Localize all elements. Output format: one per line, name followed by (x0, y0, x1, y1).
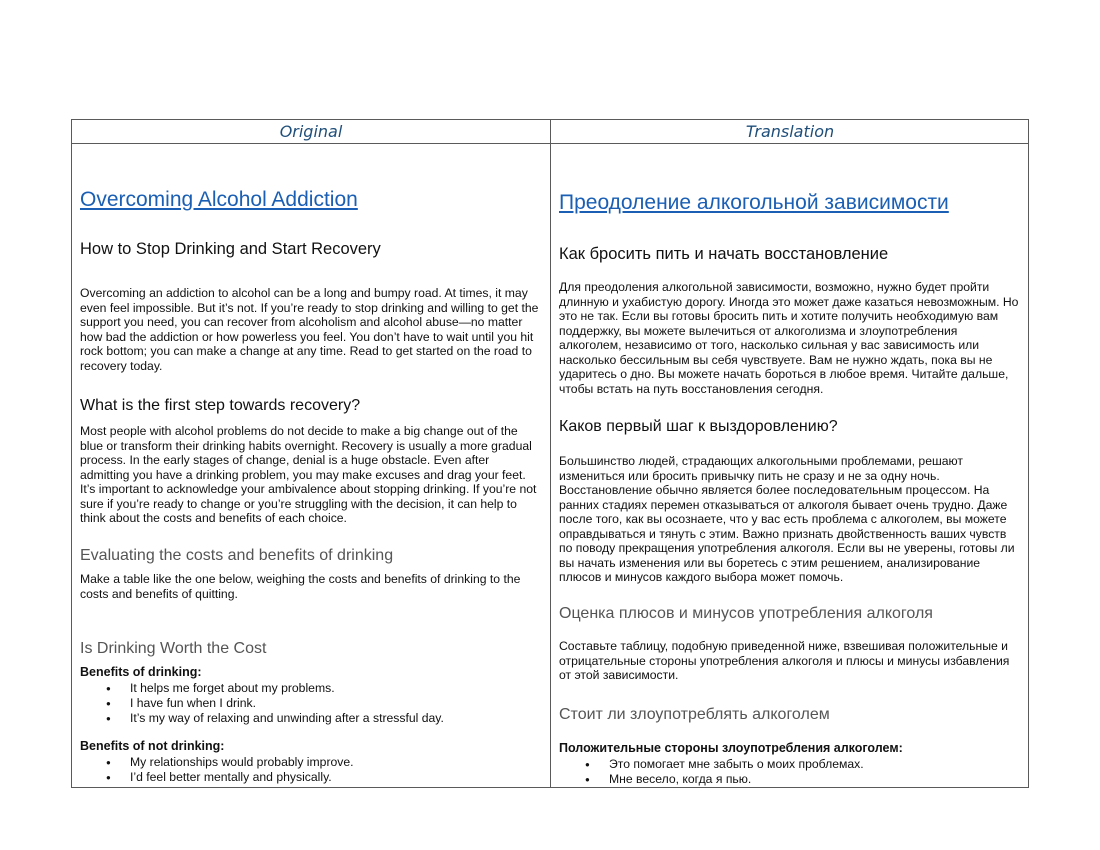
translation-evaluating-heading: Оценка плюсов и минусов употребления алкоголя (559, 605, 933, 622)
original-first-step-text: Most people with alcohol problems do not decide to make a big change out of the blue or transform their drinking habits overnight. Recovery is usually a more gradual process. In the early stages of change, denial is a huge obstacle. Even after admitting you have a drinking problem, you may make excuses and drag your feet. It’s important to acknowledge your ambivalence about stopping drinking. If you’re not sure if you’re ready to change or you’re struggling with the decision, it can help to think about the costs and benefits of each choice. (80, 424, 537, 525)
original-subtitle: How to Stop Drinking and Start Recovery (80, 240, 381, 258)
translation-first-step-heading: Каков первый шаг к выздоровлению? (559, 418, 838, 435)
translation-benefits-drinking-list (559, 757, 864, 787)
list-item: ● It’s my way of relaxing and unwinding after a stressful day. (80, 711, 444, 726)
list-item: ● It helps me forget about my problems. (80, 681, 444, 696)
translation-intro: Для преодоления алкогольной зависимости, возможно, нужно будет пройти длинную и ухабистую дорогу. Иногда это может даже казаться невозможным. Но это не так. Если вы готовы бросить пить и хотите получить необходимую вам поддержку, вы можете вылечиться от алкоголизма и злоупотребления алкоголем, независимо от того, насколько сильная у вас зависимость или насколько бессильным вы себя чувствуете. Вам не нужно ждать, пока вы не ударитесь о дно. Вы можете начать бороться в любое время. Читайте дальше, чтобы встать на путь восстановления сегодня. (559, 280, 1019, 396)
original-cell (72, 144, 550, 788)
translation-worth-heading: Стоит ли злоупотреблять алкоголем (559, 706, 830, 723)
translation-title-link[interactable]: Преодоление алкогольной зависимости (559, 191, 949, 214)
original-benefits-not-drinking-list (80, 755, 354, 785)
original-benefits-drinking-list (80, 681, 444, 726)
list-item: ● I have fun when I drink. (80, 696, 444, 711)
translation-evaluating-text: Составьте таблицу, подобную приведенной ниже, взвешивая положительные и отрицательные стороны употребления алкоголя и плюсы и минусы избавления от этой зависимости. (559, 639, 1010, 682)
original-worth-heading: Is Drinking Worth the Cost (80, 640, 267, 657)
original-evaluating-text: Make a table like the one below, weighing the costs and benefits of drinking to the costs and benefits of quitting. (80, 572, 521, 601)
original-title-link[interactable]: Overcoming Alcohol Addiction (80, 188, 358, 211)
header-translation: Translation (745, 122, 835, 141)
list-item: ● Мне весело, когда я пью. (559, 772, 864, 787)
header-original: Original (279, 122, 343, 141)
translation-first-step-text: Большинство людей, страдающих алкогольными проблемами, решают измениться или бросить привычку пить не сразу и не за одну ночь. Восстановление обычно является более последовательным процессом. На ранних стадиях перемен отказываться от алкоголя бывает очень трудно. Даже после того, как вы осознаете, что у вас есть проблема с алкоголем, вы можете оправдываться и тянуть с этим. Важно признать двойственность ваших чувств по поводу прекращения употребления алкоголя. Если вы не уверены, готовы ли вы начать изменения или вы боретесь с этим решением, анализирование плюсов и минусов каждого выбора может помочь. (559, 454, 1015, 584)
original-benefits-not-drinking-label: Benefits of not drinking: (80, 739, 225, 753)
translation-benefits-drinking-label: Положительные стороны злоупотребления алкоголем: (559, 741, 903, 755)
original-benefits-drinking-label: Benefits of drinking: (80, 665, 202, 679)
list-item: ● Это помогает мне забыть о моих проблемах. (559, 757, 864, 772)
bilingual-table (71, 119, 1029, 788)
translation-cell (551, 144, 1029, 788)
list-item: ● I’d feel better mentally and physically. (80, 770, 354, 785)
list-item: ● My relationships would probably improve. (80, 755, 354, 770)
original-first-step-heading: What is the first step towards recovery? (80, 397, 361, 414)
translation-subtitle: Как бросить пить и начать восстановление (559, 245, 889, 263)
original-evaluating-heading: Evaluating the costs and benefits of drinking (80, 547, 394, 564)
original-intro: Overcoming an addiction to alcohol can be a long and bumpy road. At times, it may even feel impossible. But it’s not. If you’re ready to stop drinking and willing to get the support you need, you can recover from alcoholism and alcohol abuse—no matter how bad the addiction or how powerless you feel. You don’t have to wait until you hit rock bottom; you can make a change at any time. Read to get started on the road to recovery today. (80, 286, 539, 373)
